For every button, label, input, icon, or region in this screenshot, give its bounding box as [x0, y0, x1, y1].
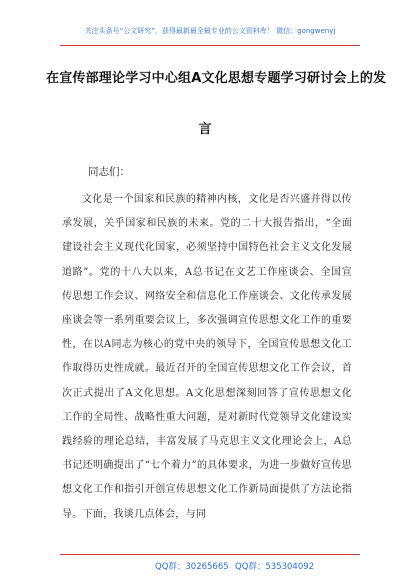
body-paragraph: 文化是一个国家和民族的精神内核，文化是否兴盛并得以传承发展，关乎国家和民族的未来。党的二十大报告指出，“全面建设社会主义现代化国家，必须坚持中国特色社会主义文化发展道路”。党的十八大以来，A总书记在文艺工作座谈会、全国宣传思想工作会议、网络安全和信息化工作座谈会、文化传承发展座谈会等一系列重要会议上，多次强调宣传思想文化工作的重要性，在以A同志为核心的党中央的领导下，全国宣传思想文化工作取得历史性成就。最近召开的全国宣传思想文化工作会议，首次正式提出了A文化思想。A文化思想深刻回答了宣传思想文化工作的全局性、战略性重大问题，是对新时代党领导文化建设实践经验的理论总结，丰富发展了马克思主义文化理论会上，A总书记还明确提出了“七个着力”的具体要求，为进一步做好宣传思想文化工作和指引开创宣传思想文化工作新局面提供了方法论指导。下面，我谈几点体会，与同 — [62, 194, 352, 520]
document-title-line-2: 言 — [198, 122, 212, 137]
footer-qq-group-1: QQ群：30265665 — [155, 562, 229, 572]
document-title-line-1: 在宣传部理论学习中心组A文化思想专题学习研讨会上的发 — [46, 71, 387, 86]
salutation: 同志们： — [88, 166, 130, 178]
footer-qq-group-2: QQ群：535304092 — [235, 562, 315, 572]
footer-divider — [60, 554, 360, 555]
header-notice: 关注头条号“公文研究”，获得最新最全最专业的公文资料库！ 微信：gongwenyj — [84, 27, 336, 35]
header-divider — [60, 45, 360, 46]
